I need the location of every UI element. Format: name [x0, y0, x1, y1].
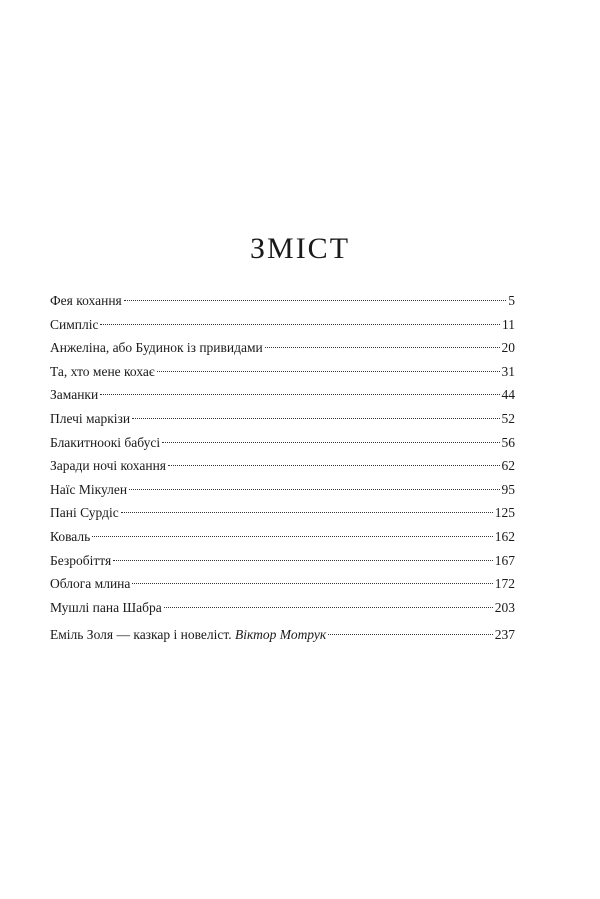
- toc-entry-title: Заманки: [50, 387, 99, 403]
- toc-entry-title: Та, хто мене кохає: [50, 363, 155, 379]
- toc-entry-page: 5: [508, 293, 515, 308]
- toc-entry-title: Симпліс: [50, 316, 99, 332]
- toc-entry-page: 172: [494, 576, 515, 592]
- toc-entry: [50, 454, 515, 478]
- afterword-title: Еміль Золя — казкар і новеліст.: [50, 627, 232, 643]
- toc-entry-title: Коваль: [50, 528, 91, 544]
- toc-entry: [50, 360, 515, 384]
- toc-entry-afterword: [50, 623, 515, 647]
- dot-leader: [157, 371, 500, 372]
- dot-leader: [124, 300, 506, 301]
- dot-leader: [121, 512, 493, 513]
- toc-entry-page: 52: [501, 410, 515, 426]
- toc-entry: [50, 336, 515, 360]
- afterword-author: Віктор Мотрук: [235, 627, 327, 643]
- toc-entry-title: Пані Сурдіс: [50, 505, 119, 521]
- dot-leader: [132, 418, 499, 419]
- dot-leader: [132, 583, 492, 584]
- toc-entry-page: 44: [501, 387, 515, 403]
- toc-entry-page: 11: [502, 316, 515, 332]
- toc-entry-page: 31: [501, 363, 515, 379]
- dot-leader: [328, 634, 493, 635]
- dot-leader: [164, 607, 493, 608]
- toc-entry-page: 62: [501, 458, 515, 474]
- dot-leader: [100, 394, 499, 395]
- dot-leader: [113, 560, 493, 561]
- dot-leader: [129, 489, 499, 490]
- table-of-contents: [50, 289, 515, 647]
- toc-entry-page: 125: [494, 505, 515, 521]
- dot-leader: [168, 465, 499, 466]
- toc-entry: [50, 431, 515, 455]
- dot-leader: [92, 536, 492, 537]
- dot-leader: [265, 347, 500, 348]
- toc-entry-page: 167: [494, 552, 515, 568]
- toc-entry-page: 162: [494, 528, 515, 544]
- toc-entry-title: Наїс Мікулен: [50, 481, 128, 497]
- toc-entry: [50, 313, 515, 337]
- toc-entry-page: 95: [501, 481, 515, 497]
- toc-entry-title: Облога млина: [50, 576, 131, 592]
- toc-entry-page: 237: [494, 627, 515, 643]
- toc-entry-title: Блакитноокі бабусі: [50, 434, 161, 450]
- toc-entry-title: Фея кохання: [50, 293, 122, 308]
- toc-entry-title: Безробіття: [50, 552, 112, 568]
- toc-entry-title: Мушлі пана Шабра: [50, 599, 162, 615]
- dot-leader: [100, 324, 500, 325]
- toc-entry: [50, 383, 515, 407]
- page-title: ЗМІСТ: [249, 232, 351, 265]
- toc-entry: [50, 525, 515, 549]
- toc-entry: [50, 501, 515, 525]
- toc-entry-title: Анжеліна, або Будинок із привидами: [50, 340, 263, 356]
- toc-entry-title: Заради ночі кохання: [50, 458, 167, 474]
- dot-leader: [162, 442, 499, 443]
- toc-entry-title: Плечі маркізи: [50, 410, 131, 426]
- toc-entry: [50, 289, 515, 313]
- toc-entry: [50, 549, 515, 573]
- toc-entry: [50, 572, 515, 596]
- toc-entry-page: 20: [501, 340, 515, 356]
- toc-entry: [50, 596, 515, 620]
- toc-entry: [50, 478, 515, 502]
- toc-entry-title: [50, 623, 326, 647]
- toc-entry-page: 56: [501, 434, 515, 450]
- toc-entry-page: 203: [494, 599, 515, 615]
- toc-entry: [50, 407, 515, 431]
